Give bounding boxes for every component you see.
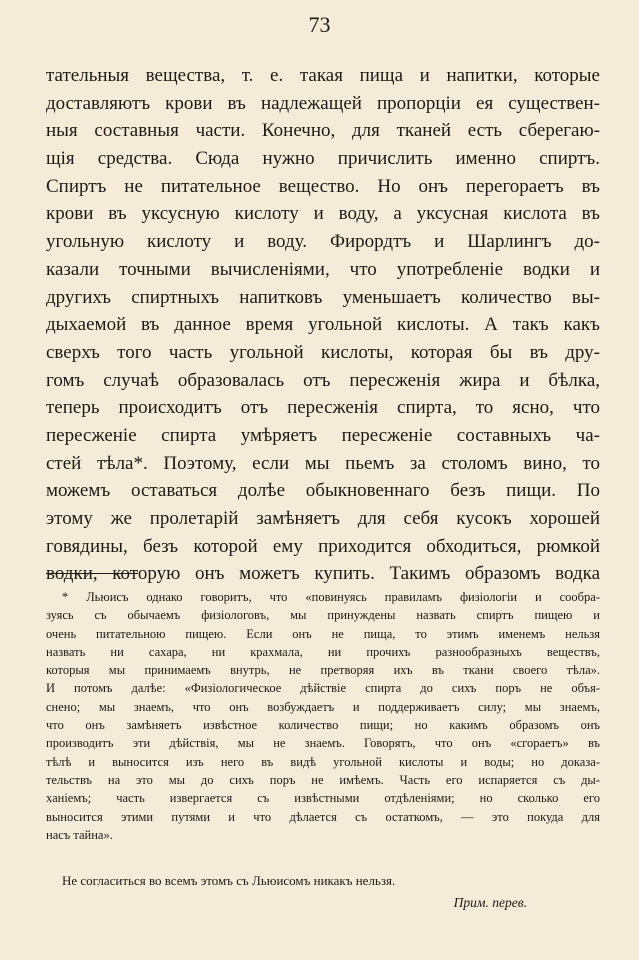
text-line: ныя составныя части. Конечно, для тканей есть сберегаю-	[46, 120, 600, 142]
text-line: гомъ случаѣ образовалась отъ пересженія жира и бѣлка,	[46, 369, 600, 391]
text-line: дыхаемой въ данное время угольной кислоты. А такъ какъ	[46, 314, 600, 336]
text-line: казали точными вычисленіями, что употребленіе водки и	[46, 258, 600, 280]
page-number: 73	[308, 12, 331, 37]
footnote-line: * Льюисъ однако говоритъ, что «повинуясь правиламъ физіологіи и сообра-	[62, 590, 600, 604]
text-line: водки, которую онъ можетъ купить. Такимъ образомъ водка	[46, 563, 600, 585]
translator-note-signature: Прим. перев.	[453, 895, 527, 910]
text-line: можемъ оставаться долѣе обыкновеннаго безъ пищи. По	[46, 480, 600, 502]
closing-remark: Не согласиться во всемъ этомъ съ Льюисомъ никакъ нельзя.	[62, 873, 396, 888]
footnote	[46, 588, 600, 844]
footnote-line: тельствъ на это мы до сихъ поръ не имѣемъ. Часть его испаряется съ ды-	[46, 772, 600, 787]
text-line: щія средства. Сюда нужно причислить именно спиртъ.	[46, 148, 600, 170]
text-line: сверхъ того часть угольной кислоты, которая бы въ дру-	[46, 341, 600, 363]
footnote-line: снено; мы знаемъ, что онъ возбуждаетъ и поддерживаетъ силу; мы знаемъ,	[46, 699, 600, 714]
footnote-line: производитъ эти дѣйствія, мы не знаемъ. Говорятъ, что онъ «сгораетъ» въ	[46, 736, 600, 751]
text-line: теперь происходитъ отъ пересженія спирта, то ясно, что	[46, 397, 600, 419]
footnote-line: ханіемъ; часть извергается съ извѣстными отдѣленіями; но сколько его	[46, 791, 600, 806]
footnote-line: насъ тайна».	[46, 827, 113, 842]
footnote-line: И потомъ далѣе: «Физіологическое дѣйствіе спирта до сихъ поръ не объя-	[46, 681, 600, 696]
footnote-line: что онъ замѣняетъ извѣстное количество пищи; но какимъ образомъ онъ	[46, 718, 600, 733]
footnote-line: очень питательною пищею. Если онъ не пища, то этимъ именемъ нельзя	[46, 626, 600, 641]
text-line: другихъ спиртныхъ напитковъ уменьшаетъ количество вы-	[46, 286, 600, 308]
text-line: пересженіе спирта умѣряетъ пересженіе составныхъ ча-	[46, 424, 600, 446]
text-line: угольную кислоту и воду. Фирордтъ и Шарлингъ до-	[46, 231, 600, 253]
footnote-line: тѣлѣ и выносится изъ него въ видѣ угольной кислоты и воды; но доказа-	[46, 754, 600, 769]
main-text	[46, 62, 600, 588]
text-line: доставляютъ крови въ надлежащей пропорціи ея существен-	[46, 92, 600, 114]
footnote-line: зуясь съ обычаемъ физіологовъ, мы принуждены назвать спиртъ пищею и	[46, 608, 600, 623]
footnote-line: которыя мы принимаемъ внутрь, не претворяя ихъ въ ткани своего тѣла».	[46, 663, 600, 678]
text-line: этому же пролетарій замѣняетъ для себя кусокъ хорошей	[46, 508, 600, 529]
text-line: стей тѣла*. Поэтому, если мы пьемъ за столомъ вино, то	[46, 452, 600, 474]
text-line: крови въ уксусную кислоту и воду, а уксусная кислота въ	[46, 203, 600, 225]
footnote-line: назвать ни сахара, ни крахмала, ни прочихъ разнообразныхъ веществъ,	[46, 644, 600, 659]
text-line: Спиртъ не питательное вещество. Но онъ перегораетъ въ	[46, 175, 600, 197]
footnote-divider	[46, 573, 138, 574]
text-line: тательныя вещества, т. е. такая пища и напитки, которые	[46, 65, 600, 86]
footnote-line: выносится этими путями и что дѣлается съ остаткомъ, — это покуда для	[46, 809, 600, 824]
text-line: говядины, безъ которой ему приходится обходиться, рюмкой	[46, 535, 600, 557]
